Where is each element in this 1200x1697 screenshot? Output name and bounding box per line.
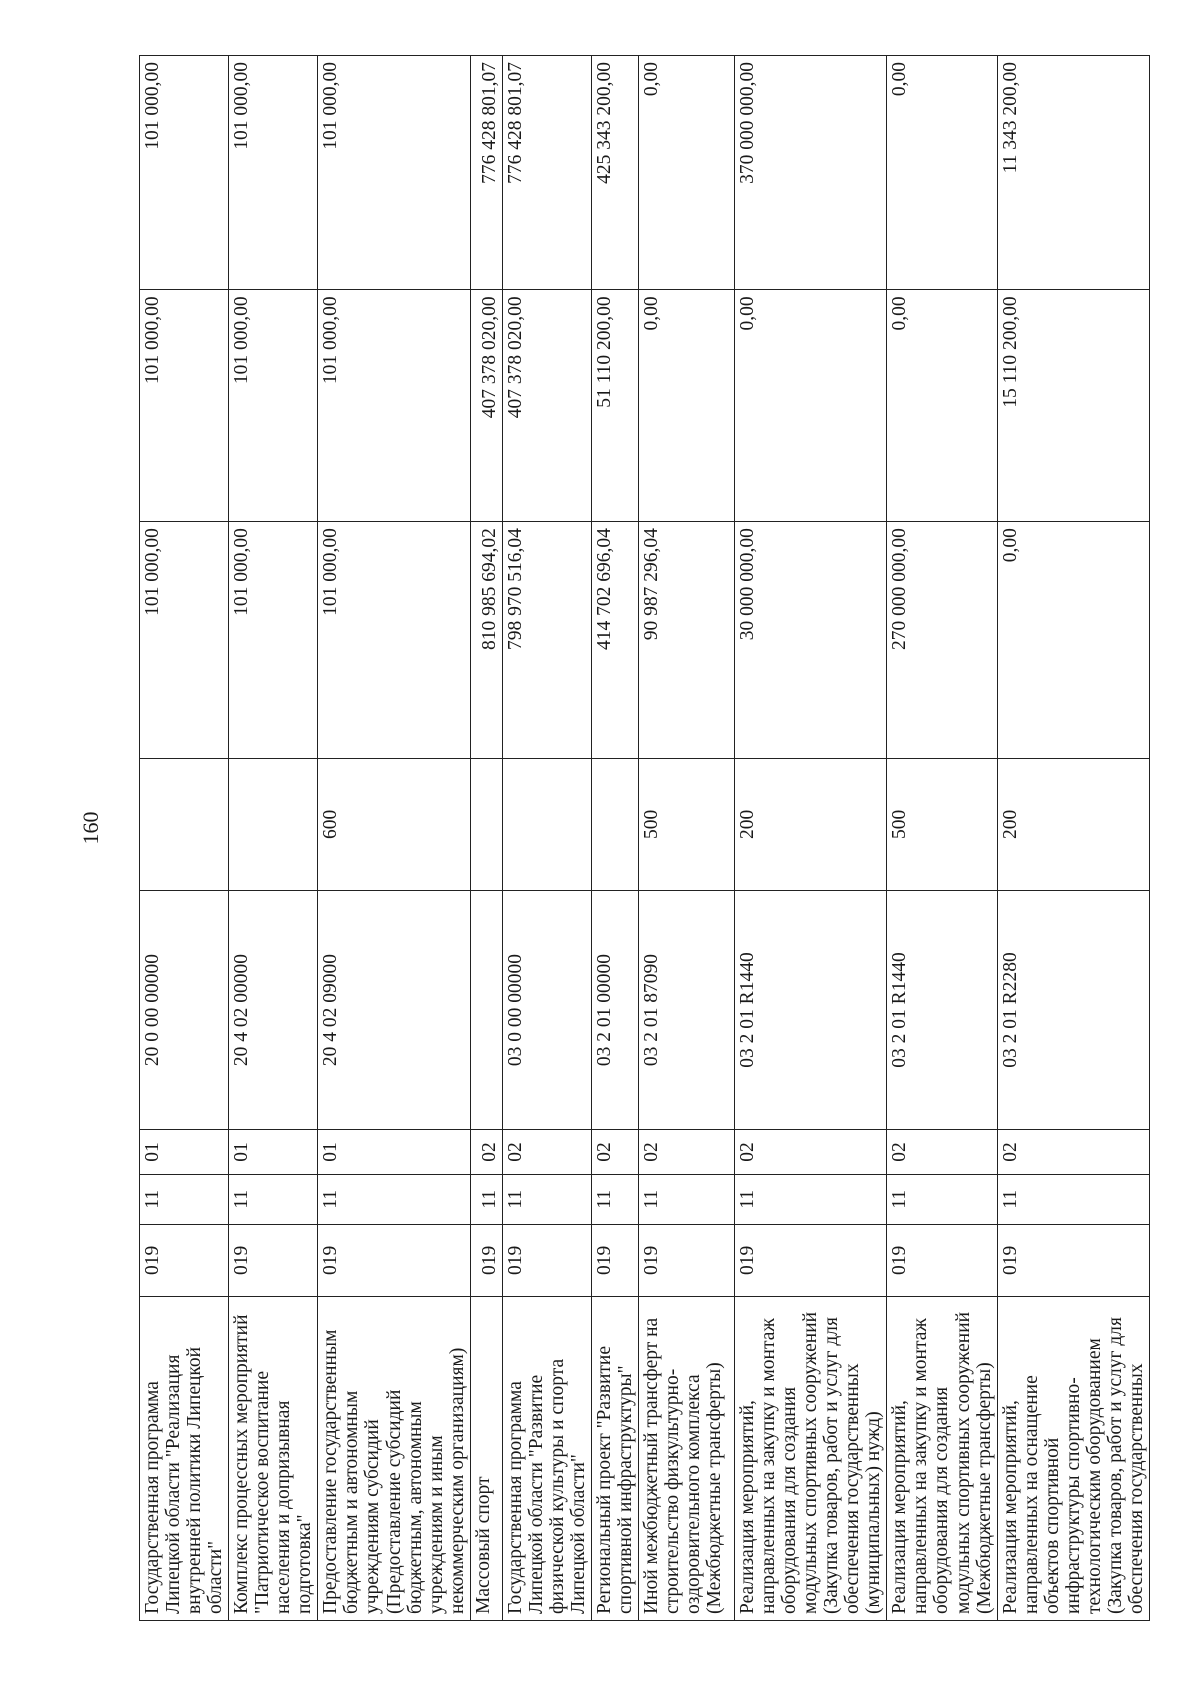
expense-type-code: 200	[997, 758, 1149, 890]
amount-year-1: 101 000,00	[140, 522, 229, 759]
ministry-code: 019	[229, 1224, 318, 1296]
subsection-code: 02	[997, 1130, 1149, 1175]
amount-year-3: 776 428 801,07	[470, 56, 502, 290]
expense-type-code	[502, 758, 591, 890]
amount-year-1: 810 985 694,02	[470, 522, 502, 759]
target-article-code: 03 2 01 R1440	[887, 890, 997, 1129]
section-code: 11	[229, 1174, 318, 1224]
row-name: Региональный проект "Развитие спортивной инфраструктуры"	[591, 1297, 638, 1621]
row-name: Иной межбюджетный трансферт на строительство физкультурно-оздоровительного комплекса (Межбюджетные трансферты)	[639, 1297, 735, 1621]
subsection-code: 02	[591, 1130, 638, 1175]
amount-year-2: 51 110 200,00	[591, 290, 638, 522]
subsection-code: 02	[735, 1130, 887, 1175]
table-row	[318, 56, 470, 1621]
amount-year-3: 101 000,00	[318, 56, 470, 290]
expense-type-code	[229, 758, 318, 890]
amount-year-3: 425 343 200,00	[591, 56, 638, 290]
subsection-code: 02	[639, 1130, 735, 1175]
amount-year-1: 101 000,00	[229, 522, 318, 759]
target-article-code: 03 2 01 00000	[591, 890, 638, 1129]
amount-year-1: 798 970 516,04	[502, 522, 591, 759]
amount-year-1: 30 000 000,00	[735, 522, 887, 759]
expense-type-code: 600	[318, 758, 470, 890]
ministry-code: 019	[591, 1224, 638, 1296]
section-code: 11	[997, 1174, 1149, 1224]
amount-year-2: 407 378 020,00	[502, 290, 591, 522]
amount-year-3: 11 343 200,00	[997, 56, 1149, 290]
table-row	[639, 56, 735, 1621]
table-row	[887, 56, 997, 1621]
amount-year-2: 101 000,00	[229, 290, 318, 522]
ministry-code: 019	[502, 1224, 591, 1296]
subsection-code: 02	[470, 1130, 502, 1175]
amount-year-2: 0,00	[887, 290, 997, 522]
section-code: 11	[639, 1174, 735, 1224]
amount-year-3: 0,00	[887, 56, 997, 290]
section-code: 11	[470, 1174, 502, 1224]
amount-year-2: 407 378 020,00	[470, 290, 502, 522]
target-article-code: 03 2 01 R2280	[997, 890, 1149, 1129]
section-code: 11	[318, 1174, 470, 1224]
table-row	[140, 56, 229, 1621]
ministry-code: 019	[140, 1224, 229, 1296]
table-row	[591, 56, 638, 1621]
ministry-code: 019	[318, 1224, 470, 1296]
amount-year-3: 0,00	[639, 56, 735, 290]
target-article-code: 03 0 00 00000	[502, 890, 591, 1129]
ministry-code: 019	[639, 1224, 735, 1296]
section-code: 11	[502, 1174, 591, 1224]
subsection-code: 02	[887, 1130, 997, 1175]
budget-table-frame	[139, 55, 1147, 1621]
amount-year-1: 414 702 696,04	[591, 522, 638, 759]
row-name: Реализация мероприятий, направленных на оснащение объектов спортивной инфраструктуры спортивно-технологическим оборудованием (Закупка товаров, работ и услуг для обеспечения государственных	[997, 1297, 1149, 1621]
table-row	[229, 56, 318, 1621]
budget-table	[139, 55, 1150, 1621]
amount-year-1: 90 987 296,04	[639, 522, 735, 759]
expense-type-code	[140, 758, 229, 890]
expense-type-code: 500	[887, 758, 997, 890]
expense-type-code: 200	[735, 758, 887, 890]
ministry-code: 019	[735, 1224, 887, 1296]
target-article-code: 20 4 02 00000	[229, 890, 318, 1129]
section-code: 11	[735, 1174, 887, 1224]
ministry-code: 019	[887, 1224, 997, 1296]
expense-type-code: 500	[639, 758, 735, 890]
amount-year-2: 0,00	[639, 290, 735, 522]
table-row	[502, 56, 591, 1621]
amount-year-3: 101 000,00	[229, 56, 318, 290]
expense-type-code	[470, 758, 502, 890]
subsection-code: 01	[318, 1130, 470, 1175]
subsection-code: 01	[229, 1130, 318, 1175]
section-code: 11	[591, 1174, 638, 1224]
row-name: Реализация мероприятий, направленных на закупку и монтаж оборудования для создания модульных спортивных сооружений (Закупка товаров, работ и услуг для обеспечения государственных (муниципальных) нужд)	[735, 1297, 887, 1621]
amount-year-2: 15 110 200,00	[997, 290, 1149, 522]
amount-year-2: 0,00	[735, 290, 887, 522]
amount-year-2: 101 000,00	[140, 290, 229, 522]
amount-year-3: 776 428 801,07	[502, 56, 591, 290]
amount-year-1: 101 000,00	[318, 522, 470, 759]
ministry-code: 019	[470, 1224, 502, 1296]
amount-year-3: 101 000,00	[140, 56, 229, 290]
target-article-code: 03 2 01 87090	[639, 890, 735, 1129]
page-number: 160	[78, 811, 103, 845]
table-row	[735, 56, 887, 1621]
expense-type-code	[591, 758, 638, 890]
row-name: Государственная программа Липецкой области "Реализация внутренней политики Липецкой области"	[140, 1297, 229, 1621]
row-name: Предоставление государственным бюджетным и автономным учреждениям субсидий (Предоставление субсидий бюджетным, автономным учреждениям и иным некоммерческим организациям)	[318, 1297, 470, 1621]
amount-year-1: 0,00	[997, 522, 1149, 759]
row-name: Массовый спорт	[470, 1297, 502, 1621]
table-row	[470, 56, 502, 1621]
section-code: 11	[140, 1174, 229, 1224]
table-row	[997, 56, 1149, 1621]
section-code: 11	[887, 1174, 997, 1224]
target-article-code: 20 0 00 00000	[140, 890, 229, 1129]
amount-year-2: 101 000,00	[318, 290, 470, 522]
target-article-code: 20 4 02 09000	[318, 890, 470, 1129]
target-article-code: 03 2 01 R1440	[735, 890, 887, 1129]
row-name: Реализация мероприятий, направленных на закупку и монтаж оборудования для создания модульных спортивных сооружений (Межбюджетные трансферты)	[887, 1297, 997, 1621]
amount-year-3: 370 000 000,00	[735, 56, 887, 290]
target-article-code	[470, 890, 502, 1129]
subsection-code: 01	[140, 1130, 229, 1175]
amount-year-1: 270 000 000,00	[887, 522, 997, 759]
ministry-code: 019	[997, 1224, 1149, 1296]
row-name: Государственная программа Липецкой области "Развитие физической культуры и спорта Липецкой области"	[502, 1297, 591, 1621]
subsection-code: 02	[502, 1130, 591, 1175]
row-name: Комплекс процессных мероприятий "Патриотическое воспитание населения и допризывная подготовка"	[229, 1297, 318, 1621]
